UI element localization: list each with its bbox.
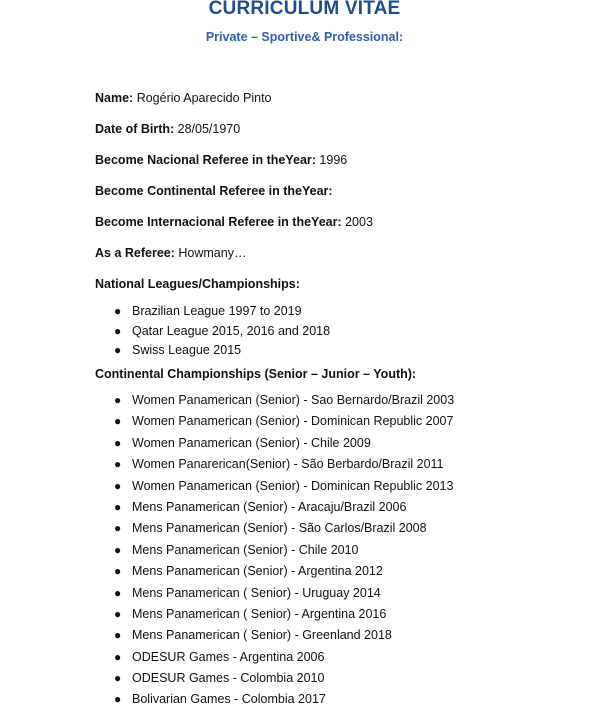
bullet-icon: ● xyxy=(114,671,122,686)
bullet-icon: ● xyxy=(114,343,122,357)
list-item-text: Mens Panamerican ( Senior) - Uruguay 2014 xyxy=(132,585,381,600)
bullet-icon: ● xyxy=(114,628,122,643)
list-item xyxy=(95,540,454,561)
list-item xyxy=(95,476,454,497)
dob-value: 28/05/1970 xyxy=(174,122,241,136)
continental-referee-field xyxy=(95,184,333,198)
bullet-icon: ● xyxy=(114,478,122,493)
list-item xyxy=(95,583,454,604)
continental-championships-heading: Continental Championships (Senior – Junior – Youth): xyxy=(95,367,417,381)
list-item-text: Bolivarian Games - Colombia 2017 xyxy=(132,692,326,707)
international-referee-value: 2003 xyxy=(341,215,373,229)
list-item-text: ODESUR Games - Argentina 2006 xyxy=(132,649,325,664)
list-item xyxy=(95,341,330,361)
list-item-text: Swiss League 2015 xyxy=(132,343,242,357)
list-item-text: Women Panamerican (Senior) - Chile 2009 xyxy=(132,435,371,450)
list-item-text: Mens Panamerican ( Senior) - Greenland 2018 xyxy=(132,628,392,643)
list-item xyxy=(95,561,454,582)
list-item xyxy=(95,497,454,518)
international-referee-field xyxy=(95,215,373,229)
list-item-text: Women Panamerican (Senior) - Sao Bernardo/Brazil 2003 xyxy=(132,393,455,407)
bullet-icon: ● xyxy=(114,585,122,600)
name-label: Name: xyxy=(95,91,134,105)
list-item-text: Mens Panamerican ( Senior) - Argentina 2016 xyxy=(132,606,387,621)
bullet-icon: ● xyxy=(114,414,122,429)
list-item-text: Women Panarerican(Senior) - São Berbardo/Brazil 2011 xyxy=(132,457,444,472)
name-value: Rogério Aparecido Pinto xyxy=(133,91,272,105)
list-item-text: Mens Panamerican (Senior) - Chile 2010 xyxy=(132,542,359,557)
bullet-icon: ● xyxy=(114,304,122,318)
name-field xyxy=(95,91,272,105)
bullet-icon: ● xyxy=(114,564,122,579)
bullet-icon: ● xyxy=(114,323,122,338)
bullet-icon: ● xyxy=(114,435,122,450)
international-referee-label: Become Internacional Referee in theYear: xyxy=(95,215,342,229)
list-item xyxy=(95,411,454,432)
continental-referee-label: Become Continental Referee in theYear: xyxy=(95,184,333,198)
list-item-text: Brazilian League 1997 to 2019 xyxy=(132,304,302,318)
dob-label: Date of Birth: xyxy=(95,122,175,136)
dob-field xyxy=(95,122,240,136)
list-item xyxy=(95,604,454,625)
bullet-icon: ● xyxy=(114,649,122,664)
list-item xyxy=(95,668,454,689)
national-referee-label: Become Nacional Referee in theYear: xyxy=(95,153,316,167)
page-title: CURRICULUM VITAE xyxy=(208,0,401,19)
list-item-text: Women Panamerican (Senior) - Dominican Republic 2007 xyxy=(132,414,454,429)
list-item-text: Women Panamerican (Senior) - Dominican Republic 2013 xyxy=(132,478,454,493)
bullet-icon: ● xyxy=(114,457,122,472)
bullet-icon: ● xyxy=(114,393,122,407)
continental-championships-list xyxy=(95,390,454,711)
list-item-text: Mens Panamerican (Senior) - Argentina 2012 xyxy=(132,564,383,579)
bullet-icon: ● xyxy=(114,692,122,707)
national-leagues-heading: National Leagues/Championships: xyxy=(95,277,300,291)
national-referee-field xyxy=(95,153,347,167)
list-item xyxy=(95,302,330,322)
national-referee-value: 1996 xyxy=(315,153,348,167)
referee-count-label: As a Referee: xyxy=(95,246,175,260)
list-item xyxy=(95,433,454,454)
bullet-icon: ● xyxy=(114,499,122,514)
bullet-icon: ● xyxy=(114,521,122,536)
bullet-icon: ● xyxy=(114,542,122,557)
referee-count-field xyxy=(95,246,246,260)
list-item xyxy=(95,322,330,342)
list-item xyxy=(95,625,454,646)
referee-count-value: Howmany… xyxy=(174,246,247,260)
list-item-text: Qatar League 2015, 2016 and 2018 xyxy=(132,323,331,338)
list-item xyxy=(95,689,454,710)
national-leagues-list xyxy=(95,302,330,361)
list-item-text: Mens Panamerican (Senior) - Aracaju/Brazil 2006 xyxy=(132,499,407,514)
page-subtitle: Private – Sportive& Professional: xyxy=(205,30,404,44)
list-item xyxy=(95,390,454,411)
list-item xyxy=(95,647,454,668)
bullet-icon: ● xyxy=(114,606,122,621)
list-item-text: Mens Panamerican (Senior) - São Carlos/Brazil 2008 xyxy=(132,521,427,536)
list-item xyxy=(95,454,454,475)
list-item xyxy=(95,518,454,539)
list-item-text: ODESUR Games - Colombia 2010 xyxy=(132,671,325,686)
